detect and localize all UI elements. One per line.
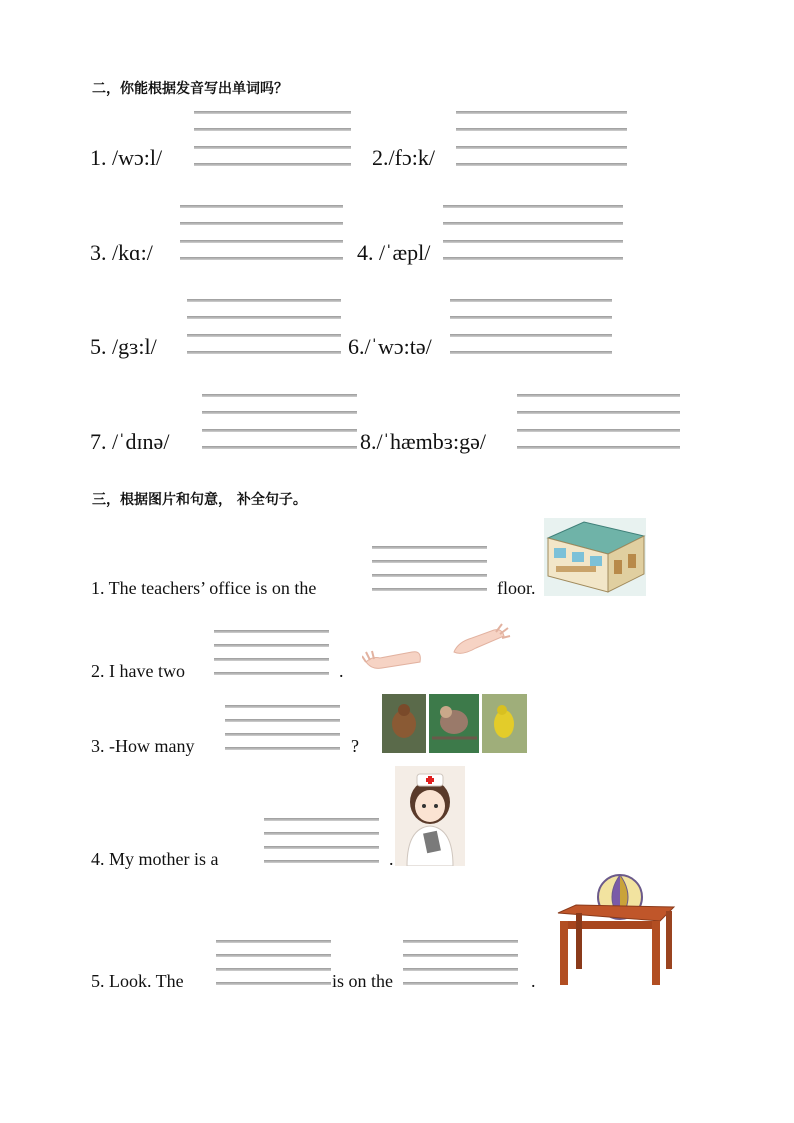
q2-text: 2. I have two	[91, 661, 185, 681]
answer-lines-4[interactable]	[443, 205, 623, 265]
phonetic-2: 2./fɔ:k/	[372, 145, 435, 170]
answer-lines-1[interactable]	[194, 111, 351, 171]
answer-lines-7[interactable]	[202, 394, 357, 454]
q2-after: .	[339, 661, 344, 681]
phonetic-6: 6./ˈwɔ:tə/	[348, 334, 432, 359]
nurse-image	[395, 766, 465, 866]
phonetic-7: 7. /ˈdɪnə/	[90, 429, 170, 454]
answer-lines-8[interactable]	[517, 394, 680, 454]
q4-answer-lines[interactable]	[264, 818, 379, 863]
q5-answer-lines-a[interactable]	[216, 940, 331, 985]
phonetic-1: 1. /wɔ:l/	[90, 145, 163, 170]
phonetic-3: 3. /kɑ:/	[90, 240, 153, 265]
phonetic-5: 5. /gɜ:l/	[90, 334, 157, 359]
answer-lines-5[interactable]	[187, 299, 341, 359]
answer-lines-3[interactable]	[180, 205, 343, 265]
school-building-image	[544, 518, 646, 596]
q3-after: ?	[351, 736, 359, 756]
ball-on-table-image	[556, 873, 676, 988]
q5-after: .	[531, 971, 536, 991]
arms-image	[362, 622, 512, 672]
q3-text: 3. -How many	[91, 736, 195, 756]
section-3-title: 三，根据图片和句意， 补全句子。	[92, 492, 307, 508]
section-2-title: 二，你能根据发音写出单词吗？	[92, 81, 288, 97]
phonetic-8: 8./ˈhæmbɜ:gə/	[360, 429, 486, 454]
q1-text: 1. The teachers’ office is on the	[91, 578, 317, 598]
q4-after: .	[389, 849, 394, 869]
answer-lines-6[interactable]	[450, 299, 612, 359]
q4-text: 4. My mother is a	[91, 849, 219, 869]
q1-answer-lines[interactable]	[372, 546, 487, 591]
q2-answer-lines[interactable]	[214, 630, 329, 675]
q5-middle: is on the	[332, 971, 393, 991]
q5-text: 5. Look. The	[91, 971, 184, 991]
answer-lines-2[interactable]	[456, 111, 627, 171]
q3-answer-lines[interactable]	[225, 705, 340, 750]
birds-image	[382, 694, 527, 753]
phonetic-4: 4. /ˈæpl/	[357, 240, 431, 265]
q1-after: floor.	[497, 578, 536, 598]
q5-answer-lines-b[interactable]	[403, 940, 518, 985]
